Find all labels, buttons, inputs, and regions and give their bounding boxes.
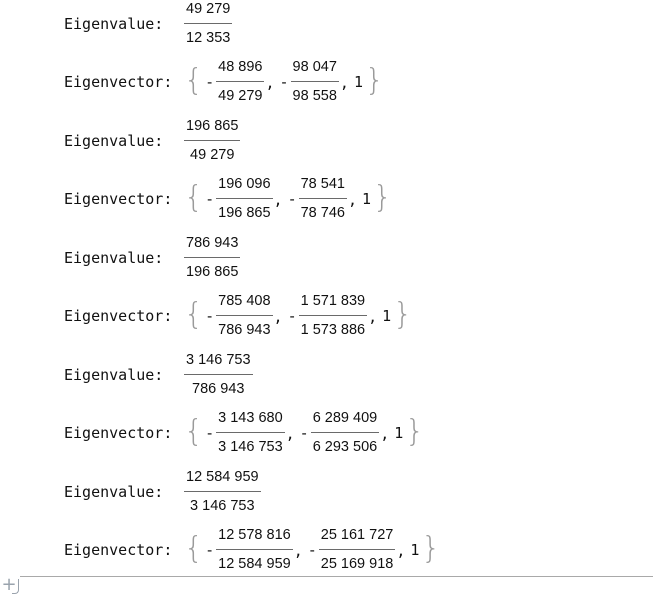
eigenvector-list: [184, 176, 392, 222]
eigenvalue-label: Eigenvalue:: [64, 132, 164, 150]
minus-sign: -: [205, 307, 215, 325]
comma: ,: [273, 308, 283, 326]
denominator: 98 558: [292, 88, 337, 104]
denominator: 25 169 918: [320, 556, 394, 572]
minus-sign: -: [205, 541, 215, 559]
eigenvector-component: [291, 59, 339, 105]
numerator: 12 578 816: [216, 527, 293, 550]
eigenvalue-label: Eigenvalue:: [64, 483, 164, 501]
eigenvalue-row: [64, 117, 240, 165]
denominator: 3 146 753: [218, 439, 283, 455]
open-brace: {: [184, 180, 204, 215]
eigenvalue-row: [64, 351, 253, 399]
cell-insertion-bar[interactable]: [0, 575, 653, 597]
denominator: 1 573 886: [300, 322, 366, 338]
eigenvalue-fraction: [184, 235, 240, 281]
eigenvector-list: [184, 527, 441, 573]
unit-component: 1: [394, 424, 404, 442]
comma: ,: [265, 74, 275, 92]
comma: ,: [396, 542, 406, 560]
eigenvector-component: [216, 176, 272, 222]
eigenvector-row: [64, 292, 412, 340]
eigenvector-list: [184, 293, 412, 339]
eigenvalue-label: Eigenvalue:: [64, 15, 164, 33]
numerator: 49 279: [184, 1, 232, 24]
unit-component: 1: [382, 307, 392, 325]
eigenvector-component: [319, 527, 396, 573]
open-brace: {: [184, 297, 204, 332]
open-brace: {: [184, 531, 204, 566]
comma: ,: [368, 308, 378, 326]
close-brace: }: [373, 180, 393, 215]
denominator: 12 353: [186, 30, 231, 46]
minus-sign: -: [299, 424, 309, 442]
denominator: 786 943: [218, 322, 271, 338]
eigenvalue-fraction: [184, 469, 261, 515]
unit-component: 1: [410, 541, 420, 559]
eigenvector-row: [64, 526, 441, 574]
plus-icon[interactable]: +: [1, 574, 17, 595]
eigenvector-component: [299, 176, 347, 222]
open-brace: {: [184, 414, 204, 449]
numerator: 3 143 680: [216, 410, 285, 433]
numerator: 78 541: [299, 176, 347, 199]
denominator: 49 279: [218, 88, 263, 104]
numerator: 3 146 753: [184, 352, 253, 375]
close-brace: }: [405, 414, 425, 449]
eigenvector-list: [184, 59, 384, 105]
comma: ,: [380, 425, 390, 443]
minus-sign: -: [287, 190, 297, 208]
denominator: 78 746: [300, 205, 345, 221]
eigenvector-label: Eigenvector:: [64, 73, 173, 91]
eigenvalue-fraction: [184, 118, 240, 164]
numerator: 196 096: [216, 176, 272, 199]
comma: ,: [347, 191, 357, 209]
eigenvector-component: [216, 410, 285, 456]
eigenvalue-label: Eigenvalue:: [64, 249, 164, 267]
eigenvector-component: [311, 410, 380, 456]
eigenvector-label: Eigenvector:: [64, 424, 173, 442]
eigenvector-component: [216, 59, 264, 105]
numerator: 12 584 959: [184, 469, 261, 492]
numerator: 786 943: [184, 235, 240, 258]
minus-sign: -: [279, 73, 289, 91]
denominator: 3 146 753: [190, 498, 255, 514]
comma: ,: [285, 425, 295, 443]
insert-bracket-icon: [12, 579, 19, 594]
numerator: 25 161 727: [319, 527, 396, 550]
eigenvalue-label: Eigenvalue:: [64, 366, 164, 384]
eigenvector-row: [64, 175, 392, 223]
minus-sign: -: [307, 541, 317, 559]
minus-sign: -: [205, 190, 215, 208]
eigenvector-row: [64, 409, 424, 457]
numerator: 6 289 409: [311, 410, 380, 433]
denominator: 12 584 959: [218, 556, 291, 572]
denominator: 786 943: [192, 381, 245, 397]
eigenvalue-row: [64, 234, 240, 282]
close-brace: }: [421, 531, 441, 566]
minus-sign: -: [205, 73, 215, 91]
minus-sign: -: [205, 424, 215, 442]
denominator: 6 293 506: [312, 439, 378, 455]
eigenvector-label: Eigenvector:: [64, 541, 173, 559]
denominator: 196 865: [186, 264, 239, 280]
eigenvalue-row: [64, 468, 261, 516]
comma: ,: [273, 191, 283, 209]
eigenvalue-fraction: [184, 1, 232, 47]
denominator: 49 279: [190, 147, 235, 163]
cell-divider-line: [20, 576, 653, 577]
eigenvalue-fraction: [184, 352, 253, 398]
eigenvector-component: [216, 293, 272, 339]
eigenvector-component: [299, 293, 368, 339]
unit-component: 1: [362, 190, 372, 208]
numerator: 48 896: [216, 59, 264, 82]
open-brace: {: [184, 63, 204, 98]
numerator: 785 408: [216, 293, 272, 316]
eigenvector-label: Eigenvector:: [64, 190, 173, 208]
eigenvector-list: [184, 410, 424, 456]
eigenvector-row: [64, 58, 384, 106]
numerator: 98 047: [291, 59, 339, 82]
comma: ,: [293, 542, 303, 560]
eigenvector-component: [216, 527, 293, 573]
comma: ,: [339, 74, 349, 92]
numerator: 196 865: [184, 118, 240, 141]
unit-component: 1: [353, 73, 363, 91]
close-brace: }: [364, 63, 385, 98]
minus-sign: -: [287, 307, 297, 325]
close-brace: }: [393, 297, 413, 332]
eigenvalue-row: [64, 0, 232, 48]
denominator: 196 865: [218, 205, 271, 221]
eigenvector-label: Eigenvector:: [64, 307, 173, 325]
numerator: 1 571 839: [299, 293, 368, 316]
